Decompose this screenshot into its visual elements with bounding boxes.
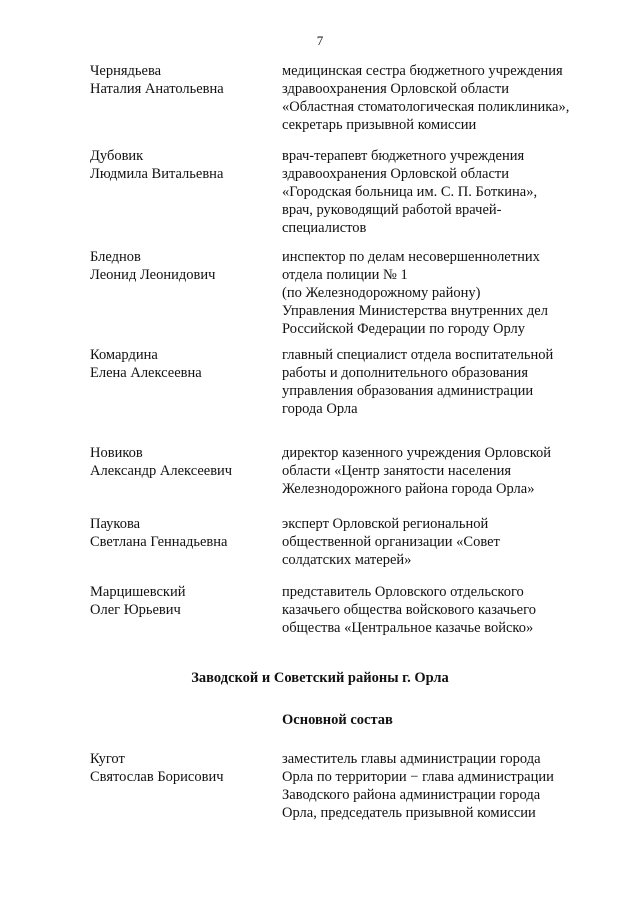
member-given-names: Олег Юрьевич [90,602,181,618]
member-given-names: Леонид Леонидович [90,267,216,283]
member-position [282,147,612,237]
member-position [282,515,612,569]
member-name [90,62,270,98]
position-line: эксперт Орловской региональной [282,516,489,532]
position-line: врач, руководящий работой врачей- [282,202,502,218]
position-line: солдатских матерей» [282,552,412,568]
position-line: директор казенного учреждения Орловской [282,445,552,461]
position-line: Управления Министерства внутренних дел [282,303,548,319]
position-line: Орла, председатель призывной комиссии [282,805,536,821]
member-surname: Чернядьева [90,63,162,79]
member-given-names: Елена Алексеевна [90,365,202,381]
member-name [90,248,270,284]
position-line: работы и дополнительного образования [282,365,528,381]
member-surname: Комардина [90,347,158,363]
position-line: управления образования администрации [282,383,534,399]
member-position [282,583,612,637]
position-line: общества «Центральное казачье войско» [282,620,534,636]
position-line: «Городская больница им. С. П. Боткина», [282,184,538,200]
position-line: здравоохранения Орловской области [282,81,509,97]
position-line: врач-терапевт бюджетного учреждения [282,148,525,164]
member-surname: Марцишевский [90,584,186,600]
position-line: медицинская сестра бюджетного учреждения [282,63,563,79]
member-name [90,147,270,183]
member-name [90,444,270,480]
position-line: области «Центр занятости населения [282,463,512,479]
position-line: Железнодорожного района города Орла» [282,481,535,497]
position-line: Орла по территории − глава администрации [282,769,554,785]
position-line: здравоохранения Орловской области [282,166,509,182]
member-name [90,515,270,551]
member-position [282,444,612,498]
member-given-names: Людмила Витальевна [90,166,224,182]
member-given-names: Светлана Геннадьевна [90,534,228,550]
position-line: представитель Орловского отдельского [282,584,524,600]
member-surname: Кугот [90,751,125,767]
member-name [90,346,270,382]
position-line: заместитель главы администрации города [282,751,541,767]
member-position [282,248,612,338]
position-line: Российской Федерации по городу Орлу [282,321,526,337]
member-position [282,62,612,134]
position-line: главный специалист отдела воспитательной [282,347,554,363]
member-surname: Паукова [90,516,141,532]
member-surname: Бледнов [90,249,141,265]
member-name [90,583,270,619]
member-surname: Новиков [90,445,143,461]
member-given-names: Александр Алексеевич [90,463,233,479]
member-given-names: Наталия Анатольевна [90,81,224,97]
member-name [90,750,270,786]
member-position [282,346,612,418]
page-number: 7 [316,33,324,48]
position-line: инспектор по делам несовершеннолетних [282,249,540,265]
member-given-names: Святослав Борисович [90,769,224,785]
position-line: отдела полиции № 1 [282,267,408,283]
position-line: казачьего общества войскового казачьего [282,602,536,618]
position-line: города Орла [282,401,358,417]
position-line: секретарь призывной комиссии [282,117,477,133]
position-line: специалистов [282,220,367,236]
position-line: (по Железнодорожному району) [282,285,481,301]
member-surname: Дубовик [90,148,144,164]
section-heading: Заводской и Советский районы г. Орла [191,670,449,686]
member-position [282,750,612,822]
section-subheading: Основной состав [282,712,393,728]
position-line: общественной организации «Совет [282,534,500,550]
position-line: «Областная стоматологическая поликлиника», [282,99,570,115]
position-line: Заводского района администрации города [282,787,541,803]
